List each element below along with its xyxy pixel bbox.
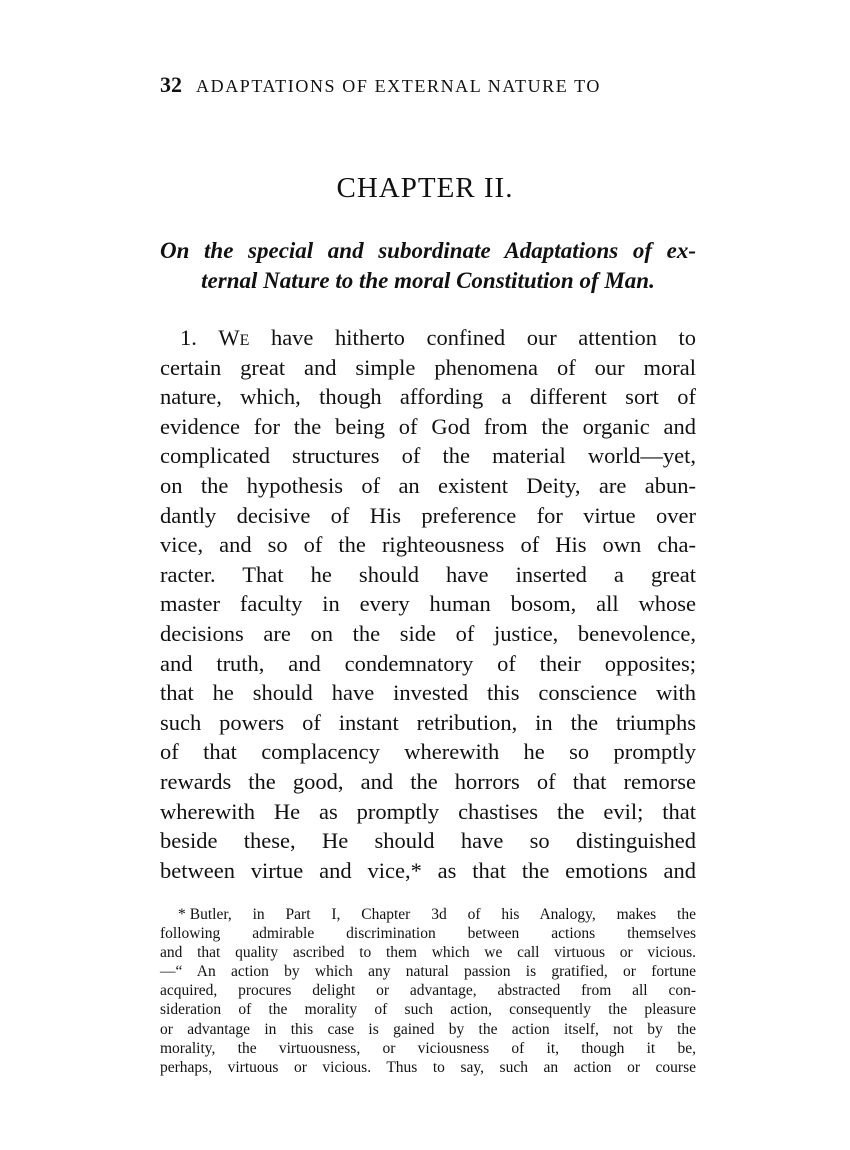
body-line: rewards the good, and the horrors of that remorse: [160, 768, 696, 794]
subtitle-line: On the special and subordinate Adaptations of ex-: [160, 238, 696, 263]
body-line: evidence for the being of God from the organic and: [160, 413, 696, 439]
body-line: certain great and simple phenomena of our moral: [160, 354, 696, 380]
footnote-line: —“ An action by which any natural passion is gratified, or fortune: [160, 963, 696, 981]
footnote-line: and that quality ascribed to them which we call virtuous or vicious.: [160, 944, 696, 962]
body-line: master faculty in every human bosom, all whose: [160, 591, 696, 617]
footnote-line-text: Butler, in Part I, Chapter 3d of his Analogy, makes the: [189, 906, 696, 923]
body-line: and truth, and condemnatory of their opposites;: [160, 650, 696, 676]
body-line: beside these, He should have so distinguished: [160, 828, 696, 854]
footnote-line: perhaps, virtuous or vicious. Thus to say, such an action or course: [160, 1058, 696, 1076]
subtitle-line: ternal Nature to the moral Constitution of Man.: [201, 268, 655, 293]
chapter-subtitle: [160, 236, 696, 296]
footnote-line: morality, the virtuousness, or viciousness of it, though it be,: [160, 1039, 696, 1057]
body-line: complicated structures of the material world—yet,: [160, 443, 696, 469]
body-line: vice, and so of the righteousness of His own cha-: [160, 532, 696, 558]
body-line: [160, 323, 696, 353]
footnote-line: sideration of the morality of such action, consequently the pleasure: [160, 1001, 696, 1019]
section-number: 1.: [180, 325, 197, 350]
footnote-line: following admirable discrimination between actions themselves: [160, 925, 696, 943]
footnote: [160, 905, 696, 1077]
chapter-title: CHAPTER II.: [336, 172, 514, 204]
body-line: dantly decisive of His preference for virtue over: [160, 502, 696, 528]
body-line: such powers of instant retribution, in the triumphs: [160, 709, 696, 735]
opening-word: We: [218, 325, 250, 350]
running-title: ADAPTATIONS OF EXTERNAL NATURE TO: [196, 76, 602, 96]
body-paragraph: [160, 323, 696, 885]
footnote-line: or advantage in this case is gained by the action itself, not by the: [160, 1020, 696, 1038]
body-line: on the hypothesis of an existent Deity, are abun-: [160, 472, 696, 498]
body-line: wherewith He as promptly chastises the evil; that: [160, 798, 696, 824]
running-header: [160, 72, 720, 98]
body-line: racter. That he should have inserted a great: [160, 561, 696, 587]
footnote-line: [160, 905, 696, 924]
body-line: nature, which, though affording a different sort of: [160, 384, 696, 410]
footnote-marker: *: [178, 906, 186, 923]
page-number: 32: [160, 72, 182, 97]
footnote-line: acquired, procures delight or advantage, abstracted from all con-: [160, 982, 696, 1000]
body-line: decisions are on the side of justice, benevolence,: [160, 620, 696, 646]
body-line: between virtue and vice,* as that the emotions and: [160, 857, 696, 883]
body-line-text: have hitherto confined our attention to: [249, 325, 696, 350]
body-line: that he should have invested this conscience with: [160, 680, 696, 706]
body-line: of that complacency wherewith he so promptly: [160, 739, 696, 765]
